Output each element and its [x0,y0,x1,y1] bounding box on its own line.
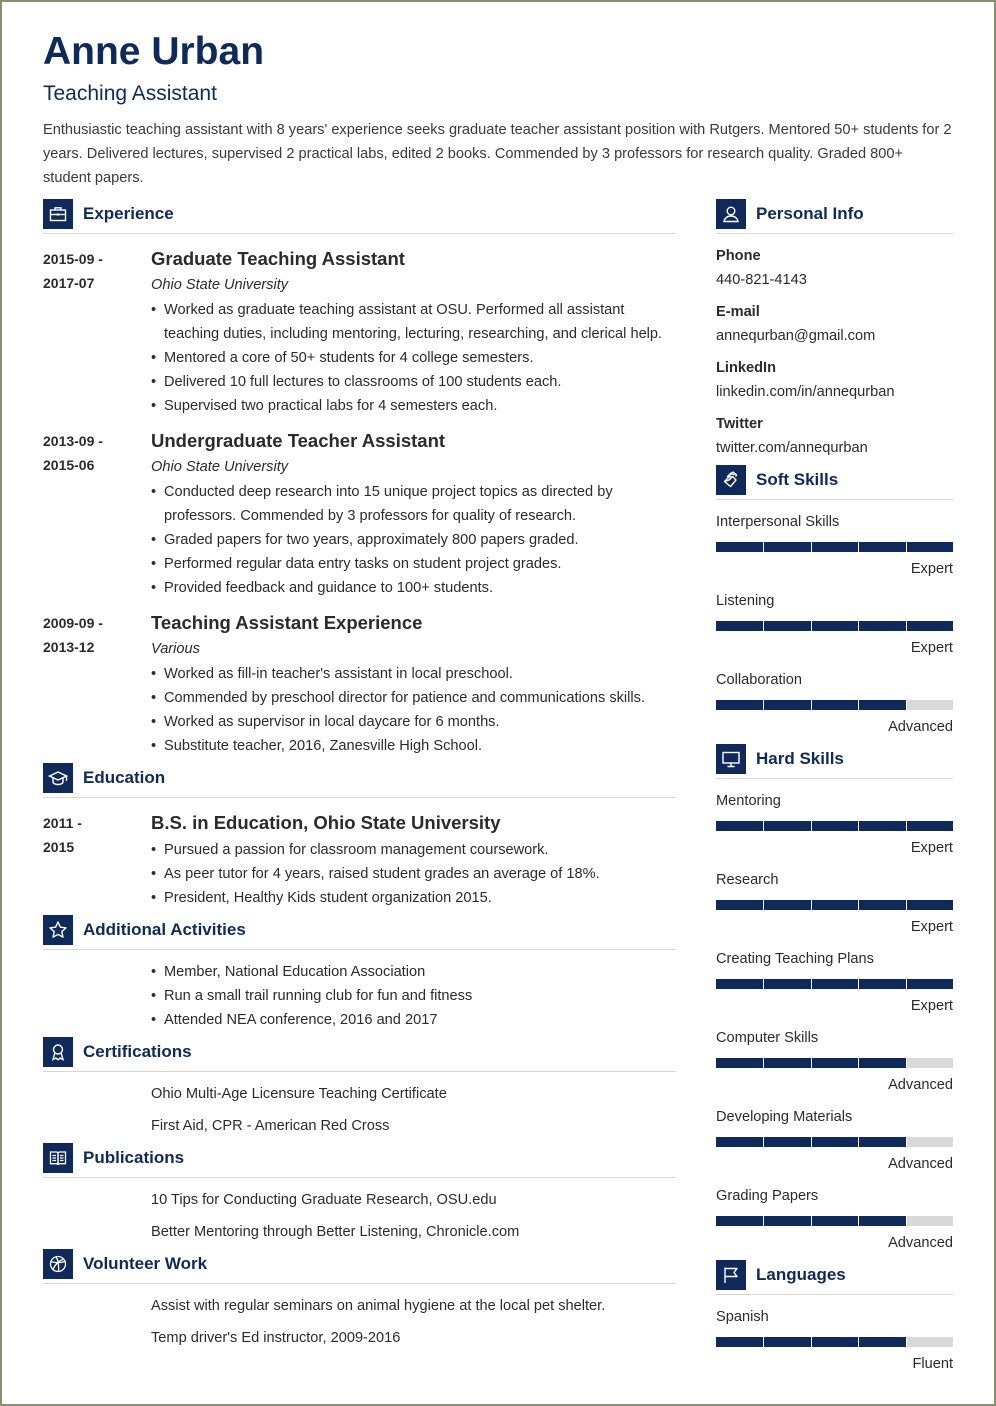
skill-bar [716,1058,953,1068]
user-icon [716,199,746,229]
skill-name: Grading Papers [716,1188,819,1204]
skill-bar-segment [906,1137,907,1147]
skill-bar-segment [763,1137,764,1147]
publications-header [43,1143,184,1173]
phone-label: Phone [716,248,761,264]
divider [716,1294,953,1295]
skill-bar-segment [763,700,764,710]
job-title: Graduate Teaching Assistant [151,248,405,269]
divider [43,1283,676,1284]
briefcase-icon [43,199,73,229]
divider [43,1177,676,1178]
soft-skills-title: Soft Skills [756,470,839,489]
skill-bar-segment [763,542,764,552]
list-item: • Substitute teacher, 2016, Zanesville High School. [151,734,681,758]
job-date-end: 2013-12 [43,639,95,655]
skill-level: Advanced [888,719,953,735]
linkedin-label: LinkedIn [716,360,776,376]
skill-name: Computer Skills [716,1030,819,1046]
certifications-title: Certifications [83,1042,192,1061]
graduation-cap-icon [43,763,73,793]
skill-bar-segment [811,700,812,710]
skill-bar-segment [858,1137,859,1147]
skill-bar-segment [811,1137,812,1147]
skill-bar-segment [811,821,812,831]
certification-item: First Aid, CPR - American Red Cross [151,1118,390,1134]
skill-bar-fill [716,900,953,910]
skill-bar-segment [858,821,859,831]
list-item: • Commended by preschool director for patience and communications skills. [151,686,681,710]
languages-title: Languages [756,1265,846,1284]
soft-skills-header [716,465,838,495]
certifications-header [43,1037,192,1067]
edu-date [43,811,82,859]
list-item: • Conducted deep research into 15 unique project topics as directed by professors. Commended by 3 professors for quality of research. [151,480,641,528]
skill-bar [716,979,953,989]
skill-bar-segment [811,979,812,989]
job-title: Teaching Assistant Experience [151,612,423,633]
book-icon [43,1143,73,1173]
activities-header [43,915,246,945]
skill-name: Creating Teaching Plans [716,951,874,967]
skill-bar-segment [858,1216,859,1226]
skill-level: Expert [910,998,953,1014]
job-bullets [151,298,681,418]
job-date [43,429,103,477]
twitter-value: twitter.com/annequrban [716,440,868,456]
skill-bar [716,700,953,710]
job-date-start: 2009-09 - [43,615,103,631]
skill-bar-segment [811,900,812,910]
hard-skills-title: Hard Skills [756,749,844,768]
divider [43,233,676,234]
job-bullets [151,662,681,758]
skill-bar-segment [763,821,764,831]
flag-icon [716,1260,746,1290]
divider [43,1071,676,1072]
skill-bar-segment [858,621,859,631]
skill-bar-segment [906,700,907,710]
job-date [43,247,103,295]
job-date-end: 2015-06 [43,457,95,473]
candidate-name: Anne Urban [43,30,265,73]
job-org: Ohio State University [151,277,289,293]
volunteer-title: Volunteer Work [83,1254,208,1273]
skill-bar-segment [858,900,859,910]
divider [43,797,676,798]
education-header [43,763,165,793]
job-org: Ohio State University [151,459,289,475]
job-title: Undergraduate Teacher Assistant [151,430,446,451]
skill-bar-segment [906,821,907,831]
skill-bar-segment [906,979,907,989]
skill-bar-segment [858,1337,859,1347]
star-icon [43,915,73,945]
volunteer-item: Assist with regular seminars on animal hygiene at the local pet shelter. [151,1298,606,1314]
list-item: • Pursued a passion for classroom management coursework. [151,838,681,862]
skill-bar [716,821,953,831]
skill-bar-segment [858,979,859,989]
skill-bar-segment [763,900,764,910]
linkedin-value: linkedin.com/in/annequrban [716,384,895,400]
twitter-label: Twitter [716,416,763,432]
list-item: • Delivered 10 full lectures to classrooms of 100 students each. [151,370,681,394]
job-date-start: 2013-09 - [43,433,103,449]
skill-bar-fill [716,621,953,631]
list-item: • Attended NEA conference, 2016 and 2017 [151,1008,681,1032]
list-item: • Mentored a core of 50+ students for 4 college semesters. [151,346,681,370]
list-item: • Worked as fill-in teacher's assistant in local preschool. [151,662,681,686]
skill-bar-segment [811,542,812,552]
skill-level: Advanced [888,1156,953,1172]
personal-info-title: Personal Info [756,204,864,223]
languages-header [716,1260,846,1290]
list-item: • Provided feedback and guidance to 100+ students. [151,576,641,600]
list-item: • Run a small trail running club for fun and fitness [151,984,681,1008]
skill-bar [716,1216,953,1226]
certification-item: Ohio Multi-Age Licensure Teaching Certificate [151,1086,447,1102]
skill-bar-segment [763,979,764,989]
skill-bar-segment [811,621,812,631]
skill-bar [716,1137,953,1147]
divider [716,778,953,779]
skill-bar-segment [906,1216,907,1226]
skill-level: Expert [910,640,953,656]
experience-title: Experience [83,204,174,223]
language-name: Spanish [716,1309,769,1325]
publication-item: 10 Tips for Conducting Graduate Research, OSU.edu [151,1192,497,1208]
monitor-icon [716,744,746,774]
job-org: Various [151,641,200,657]
skill-name: Developing Materials [716,1109,853,1125]
globe-icon [43,1249,73,1279]
divider [716,233,953,234]
list-item: • Supervised two practical labs for 4 semesters each. [151,394,681,418]
skill-bar-segment [906,542,907,552]
list-item: • Performed regular data entry tasks on student project grades. [151,552,641,576]
volunteer-header [43,1249,207,1279]
personal-info-header [716,199,864,229]
skill-name: Listening [716,593,775,609]
skill-name: Interpersonal Skills [716,514,840,530]
list-item: • As peer tutor for 4 years, raised student grades an average of 18%. [151,862,681,886]
skill-name: Research [716,872,779,888]
list-item: • Member, National Education Association [151,960,681,984]
job-bullets [151,480,641,600]
skill-bar-segment [811,1058,812,1068]
language-level: Fluent [912,1356,953,1372]
skill-bar-fill [716,821,953,831]
skill-bar [716,542,953,552]
skill-bar-segment [763,1337,764,1347]
activities-bullets [151,960,681,1032]
skill-bar [716,621,953,631]
award-icon [43,1037,73,1067]
hand-icon [716,465,746,495]
phone-value: 440-821-4143 [716,272,807,288]
skill-bar-segment [811,1216,812,1226]
skill-level: Advanced [888,1235,953,1251]
language-bar [716,1337,953,1347]
job-date-start: 2015-09 - [43,251,103,267]
skill-name: Mentoring [716,793,781,809]
hard-skills-header [716,744,844,774]
activities-title: Additional Activities [83,920,246,939]
list-item: • President, Healthy Kids student organization 2015. [151,886,681,910]
list-item: • Worked as graduate teaching assistant at OSU. Performed all assistant teaching duties, including mentoring, lecturing, researching, and clerical help. [151,298,681,346]
skill-bar-segment [906,1058,907,1068]
publication-item: Better Mentoring through Better Listening, Chronicle.com [151,1224,520,1240]
publications-title: Publications [83,1148,185,1167]
divider [716,499,953,500]
skill-bar-segment [811,1337,812,1347]
skill-bar-segment [906,621,907,631]
skill-name: Collaboration [716,672,802,688]
skill-level: Expert [910,840,953,856]
skill-level: Expert [910,919,953,935]
skill-bar-fill [716,542,953,552]
summary: Enthusiastic teaching assistant with 8 years' experience seeks graduate teacher assistant position with Rutgers. Mentored 50+ students for 2 years. Delivered lectures, supervised 2 practical labs, edited 2 books. Commended by 3 professors for research quality. Graded 800+ student papers. [43,122,952,186]
education-title: Education [83,768,166,787]
skill-level: Expert [910,561,953,577]
edu-date-end: 2015 [43,839,75,855]
experience-header [43,199,174,229]
email-label: E-mail [716,304,760,320]
skill-level: Advanced [888,1077,953,1093]
job-date [43,611,103,659]
job-date-end: 2017-07 [43,275,95,291]
list-item: • Worked as supervisor in local daycare for 6 months. [151,710,681,734]
skill-bar-segment [858,542,859,552]
skill-bar-segment [858,1058,859,1068]
skill-bar-segment [763,621,764,631]
volunteer-item: Temp driver's Ed instructor, 2009-2016 [151,1330,401,1346]
edu-bullets [151,838,681,910]
skill-bar-segment [763,1216,764,1226]
divider [43,949,676,950]
candidate-role: Teaching Assistant [43,82,217,105]
skill-bar-fill [716,979,953,989]
skill-bar-segment [763,1058,764,1068]
skill-bar-segment [858,700,859,710]
list-item: • Graded papers for two years, approximately 800 papers graded. [151,528,641,552]
skill-bar [716,900,953,910]
edu-date-start: 2011 - [43,815,82,831]
skill-bar-segment [906,900,907,910]
email-value: annequrban@gmail.com [716,328,876,344]
skill-bar-segment [906,1337,907,1347]
degree-title: B.S. in Education, Ohio State University [151,812,501,833]
